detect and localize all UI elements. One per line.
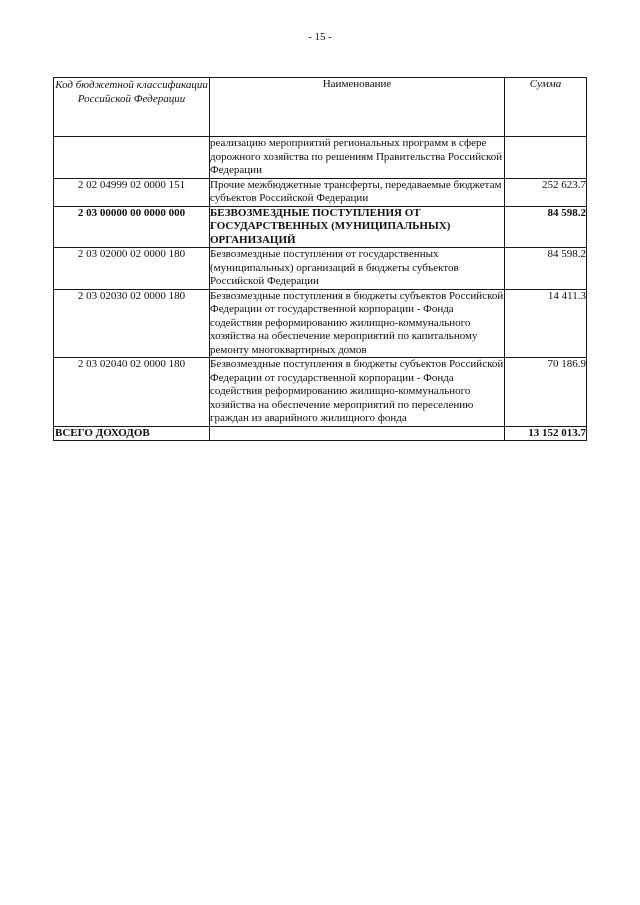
row-code: 2 03 00000 00 0000 000 (54, 206, 210, 248)
table-header-row (54, 78, 587, 137)
row-name: Безвозмездные поступления от государственных (муниципальных) организаций в бюджеты субъектов Российской Федерации (210, 248, 505, 290)
row-sum: 70 186.9 (505, 358, 587, 427)
table-row (54, 358, 587, 427)
row-sum (505, 137, 587, 179)
header-sum: Сумма (505, 78, 587, 137)
row-sum: 84 598.2 (505, 206, 587, 248)
row-code: 2 03 02000 02 0000 180 (54, 248, 210, 290)
total-sum: 13 152 013.7 (505, 426, 587, 441)
row-sum: 14 411.3 (505, 289, 587, 358)
total-label: ВСЕГО ДОХОДОВ (54, 426, 210, 441)
budget-revenue-table (53, 77, 587, 441)
row-name: Безвозмездные поступления в бюджеты субъектов Российской Федерации от государственной корпорации - Фонда содействия реформированию жилищно-коммунального хозяйства на обеспечение мероприятий по переселению граждан из аварийного жилищного фонда (210, 358, 504, 424)
row-code: 2 03 02040 02 0000 180 (54, 358, 210, 427)
row-name: БЕЗВОЗМЕЗДНЫЕ ПОСТУПЛЕНИЯ ОТ ГОСУДАРСТВЕННЫХ (МУНИЦИПАЛЬНЫХ) ОРГАНИЗАЦИЙ (210, 206, 505, 248)
table-row (54, 289, 587, 358)
row-code: 2 02 04999 02 0000 151 (54, 178, 210, 206)
total-name (210, 426, 505, 441)
row-sum: 252 623.7 (505, 178, 587, 206)
row-code: 2 03 02030 02 0000 180 (54, 289, 210, 358)
row-name: Прочие межбюджетные трансферты, передаваемые бюджетам субъектов Российской Федерации (210, 178, 505, 206)
table-row (54, 248, 587, 290)
table-row (54, 178, 587, 206)
row-name: Безвозмездные поступления в бюджеты субъектов Российской Федерации от государственной корпорации - Фонда содействия реформированию жилищно-коммунального хозяйства на обеспечение мероприятий по капитальному ремонту многоквартирных домов (210, 289, 504, 356)
row-name: реализацию мероприятий региональных программ в сфере дорожного хозяйства по решениям Правительства Российской Федерации (210, 137, 505, 179)
row-sum: 84 598.2 (505, 248, 587, 290)
table-row (54, 137, 587, 179)
total-row (54, 426, 587, 441)
row-code (54, 137, 210, 179)
page-number: - 15 - (308, 31, 332, 43)
table-row (54, 206, 587, 248)
header-name: Наименование (210, 78, 505, 137)
header-code: Код бюджетной классификации Российской Федерации (54, 78, 210, 137)
